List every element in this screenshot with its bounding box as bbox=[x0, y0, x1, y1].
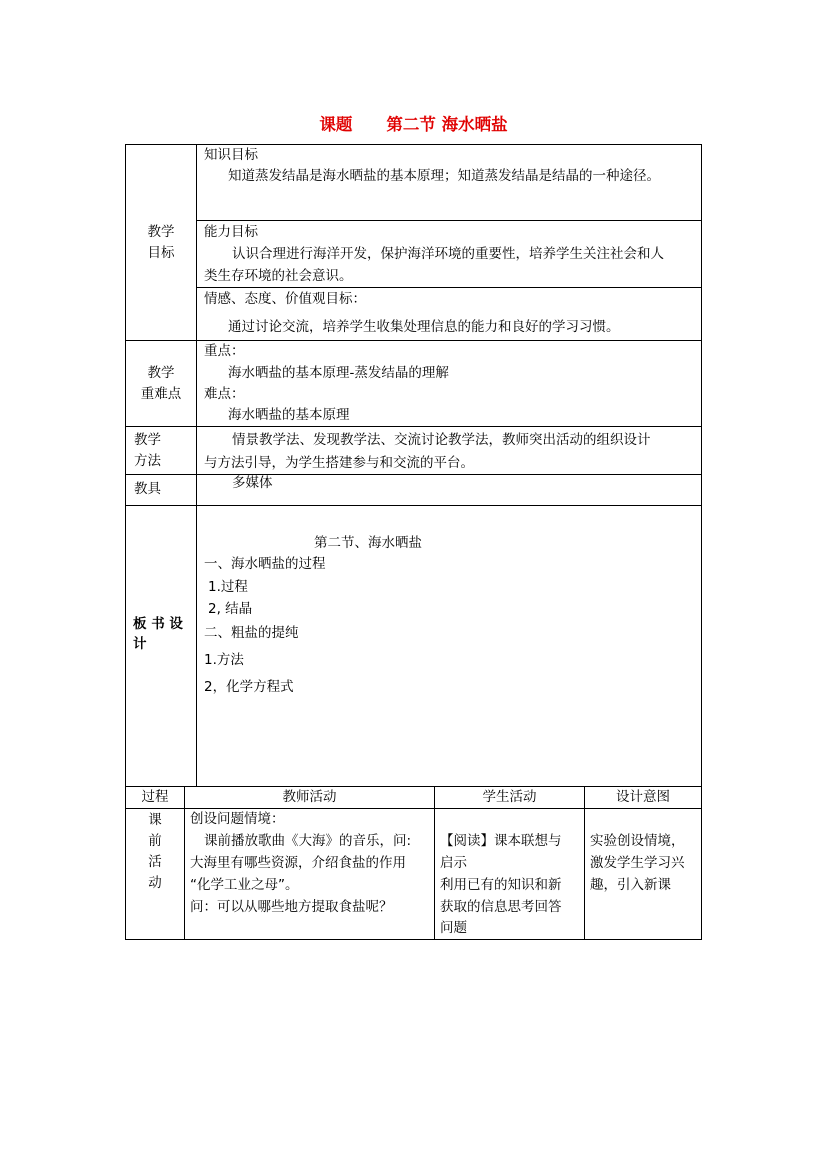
student-activity-line: 获取的信息思考回答 bbox=[440, 899, 562, 915]
difficulty-heading: 难点： bbox=[204, 386, 245, 402]
emotion-heading: 情感、态度、价值观目标： bbox=[204, 291, 366, 307]
board-item: 2，化学方程式 bbox=[204, 679, 294, 695]
tools-label: 教具 bbox=[134, 481, 161, 497]
keypoints-label-line1: 教学 bbox=[147, 365, 175, 381]
intent-line: 激发学生学习兴 bbox=[590, 855, 685, 871]
keypoints-label-line2: 重难点 bbox=[140, 386, 182, 402]
ability-line2: 类生存环境的社会意识。 bbox=[204, 268, 353, 284]
focus-heading: 重点： bbox=[204, 343, 245, 359]
process-stage-char: 课 bbox=[148, 812, 162, 828]
label-column-divider bbox=[196, 144, 197, 786]
student-activity-line: 利用已有的知识和新 bbox=[440, 877, 562, 893]
process-header-student: 学生活动 bbox=[482, 789, 537, 805]
process-col-divider-2 bbox=[434, 786, 435, 940]
board-item: 1.过程 bbox=[208, 579, 248, 595]
board-item: 一、海水晒盐的过程 bbox=[204, 556, 326, 572]
process-col-divider-1 bbox=[184, 786, 185, 940]
row-divider-board bbox=[125, 786, 702, 787]
student-activity-line: 【阅读】课本联想与 bbox=[440, 833, 562, 849]
process-header-intent: 设计意图 bbox=[616, 789, 670, 805]
process-header-teacher: 教师活动 bbox=[282, 789, 337, 805]
process-stage-char: 动 bbox=[148, 875, 162, 891]
methods-line2: 与方法引导，为学生搭建参与和交流的平台。 bbox=[204, 455, 474, 471]
methods-line1: 情景教学法、发现教学法、交流讨论教学法，教师突出活动的组织设计 bbox=[232, 432, 651, 448]
row-divider-keypoints bbox=[125, 426, 702, 427]
emotion-text: 通过讨论交流，培养学生收集处理信息的能力和良好的学习习惯。 bbox=[228, 319, 620, 335]
ability-line1: 认识合理进行海洋开发，保护海洋环境的重要性，培养学生关注社会和人 bbox=[232, 246, 664, 262]
process-stage bbox=[126, 810, 184, 894]
tools-value: 多媒体 bbox=[232, 475, 273, 491]
process-col-divider-3 bbox=[584, 786, 585, 940]
board-label-line1: 板 书 设 bbox=[133, 616, 183, 632]
objectives-divider-2 bbox=[196, 287, 702, 288]
board-heading: 第二节、海水晒盐 bbox=[314, 535, 422, 551]
objectives-label bbox=[126, 222, 196, 264]
methods-label-line2: 方法 bbox=[134, 453, 161, 469]
process-header-divider bbox=[125, 808, 702, 809]
difficulty-text: 海水晒盐的基本原理 bbox=[228, 407, 350, 423]
teacher-activity-line: “化学工业之母”。 bbox=[190, 877, 299, 893]
board-item: 1.方法 bbox=[204, 652, 244, 668]
title-main: 第二节 海水晒盐 bbox=[386, 115, 508, 134]
row-divider-objectives bbox=[125, 340, 702, 341]
methods-label bbox=[134, 430, 161, 472]
board-label bbox=[133, 614, 183, 654]
intent-line: 实验创设情境， bbox=[590, 833, 685, 849]
process-stage-char: 活 bbox=[148, 854, 162, 870]
knowledge-heading: 知识目标 bbox=[204, 147, 258, 163]
table-border-bottom bbox=[125, 939, 702, 940]
ability-heading: 能力目标 bbox=[204, 224, 258, 240]
row-divider-methods bbox=[125, 474, 702, 475]
objectives-label-line1: 教学 bbox=[147, 224, 175, 240]
process-header-stage: 过程 bbox=[141, 789, 169, 805]
board-item: 2, 结晶 bbox=[208, 601, 253, 617]
process-stage-char: 前 bbox=[148, 833, 162, 849]
teacher-activity-line: 问：可以从哪些地方提取食盐呢？ bbox=[190, 899, 393, 915]
board-label-line2: 计 bbox=[133, 636, 147, 652]
student-activity-line: 问题 bbox=[440, 920, 467, 936]
student-activity-line: 启示 bbox=[440, 855, 467, 871]
teacher-activity-line: 课前播放歌曲《大海》的音乐，问: bbox=[204, 833, 412, 849]
objectives-label-line2: 目标 bbox=[147, 245, 175, 261]
row-divider-tools bbox=[125, 505, 702, 506]
teacher-activity-line: 创设问题情境： bbox=[190, 811, 285, 827]
table-border-right bbox=[701, 144, 702, 940]
page-title bbox=[0, 111, 827, 135]
keypoints-label bbox=[126, 363, 196, 405]
methods-label-line1: 教学 bbox=[134, 432, 161, 448]
table-border-top bbox=[125, 144, 702, 145]
objectives-divider-1 bbox=[196, 220, 702, 221]
intent-line: 趣，引入新课 bbox=[590, 877, 671, 893]
board-item: 二、粗盐的提纯 bbox=[204, 625, 299, 641]
focus-text: 海水晒盐的基本原理-蒸发结晶的理解 bbox=[228, 365, 449, 381]
title-prefix: 课题 bbox=[319, 115, 353, 134]
knowledge-text: 知道蒸发结晶是海水晒盐的基本原理；知道蒸发结晶是结晶的一种途径。 bbox=[228, 168, 660, 184]
teacher-activity-line: 大海里有哪些资源，介绍食盐的作用 bbox=[190, 855, 406, 871]
